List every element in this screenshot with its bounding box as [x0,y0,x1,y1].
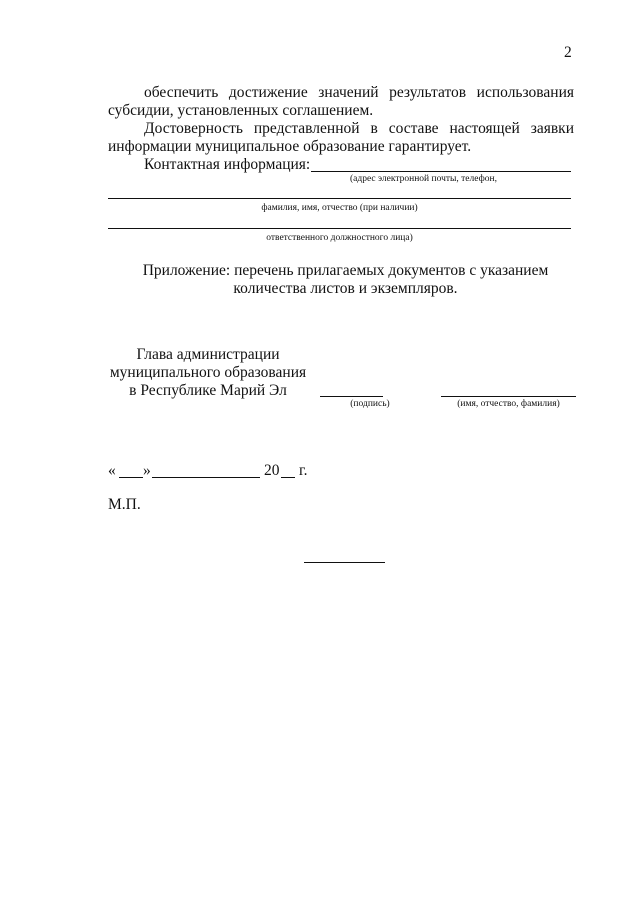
contact-underline-1 [311,171,571,172]
paragraph-1-line-2: субсидии, установленных соглашением. [108,102,374,119]
name-line [441,396,576,397]
date-month-line [152,477,260,478]
contact-underline-3 [108,228,571,229]
signatory-line-1: Глава администрации [136,346,280,363]
signatory-line-2: муниципального образования [109,364,307,381]
date-year-prefix: 20 [264,462,280,479]
paragraph-2-line-1: Достоверность представленной в составе настоящей заявки [144,120,574,137]
attachment-line-2: количества листов и экземпляров. [233,280,458,297]
name-caption: (имя, отчество, фамилия) [457,399,560,409]
date-close-quote: » [143,462,151,479]
date-day-line [119,477,143,478]
date-year-suffix: г. [299,462,308,479]
stamp-label: М.П. [108,496,141,513]
contact-underline-2 [108,198,571,199]
signatory-line-3: в Республике Марий Эл [129,382,287,399]
contact-label: Контактная информация: [144,156,311,173]
contact-hint-fio: фамилия, имя, отчество (при наличии) [261,203,418,213]
signature-line [320,396,383,397]
signature-caption: (подпись) [350,399,390,409]
date-year-line [281,477,295,478]
contact-hint-email-phone: (адрес электронной почты, телефон, [350,174,497,184]
closing-separator [304,562,385,563]
paragraph-2-line-2: информации муниципальное образование гарантирует. [108,138,472,155]
page-number: 2 [564,44,572,61]
attachment-line-1: Приложение: перечень прилагаемых документов с указанием [142,262,549,279]
contact-hint-official: ответственного должностного лица) [266,233,413,243]
date-open-quote: « [108,462,116,479]
paragraph-1-line-1: обеспечить достижение значений результатов использования [144,84,574,101]
